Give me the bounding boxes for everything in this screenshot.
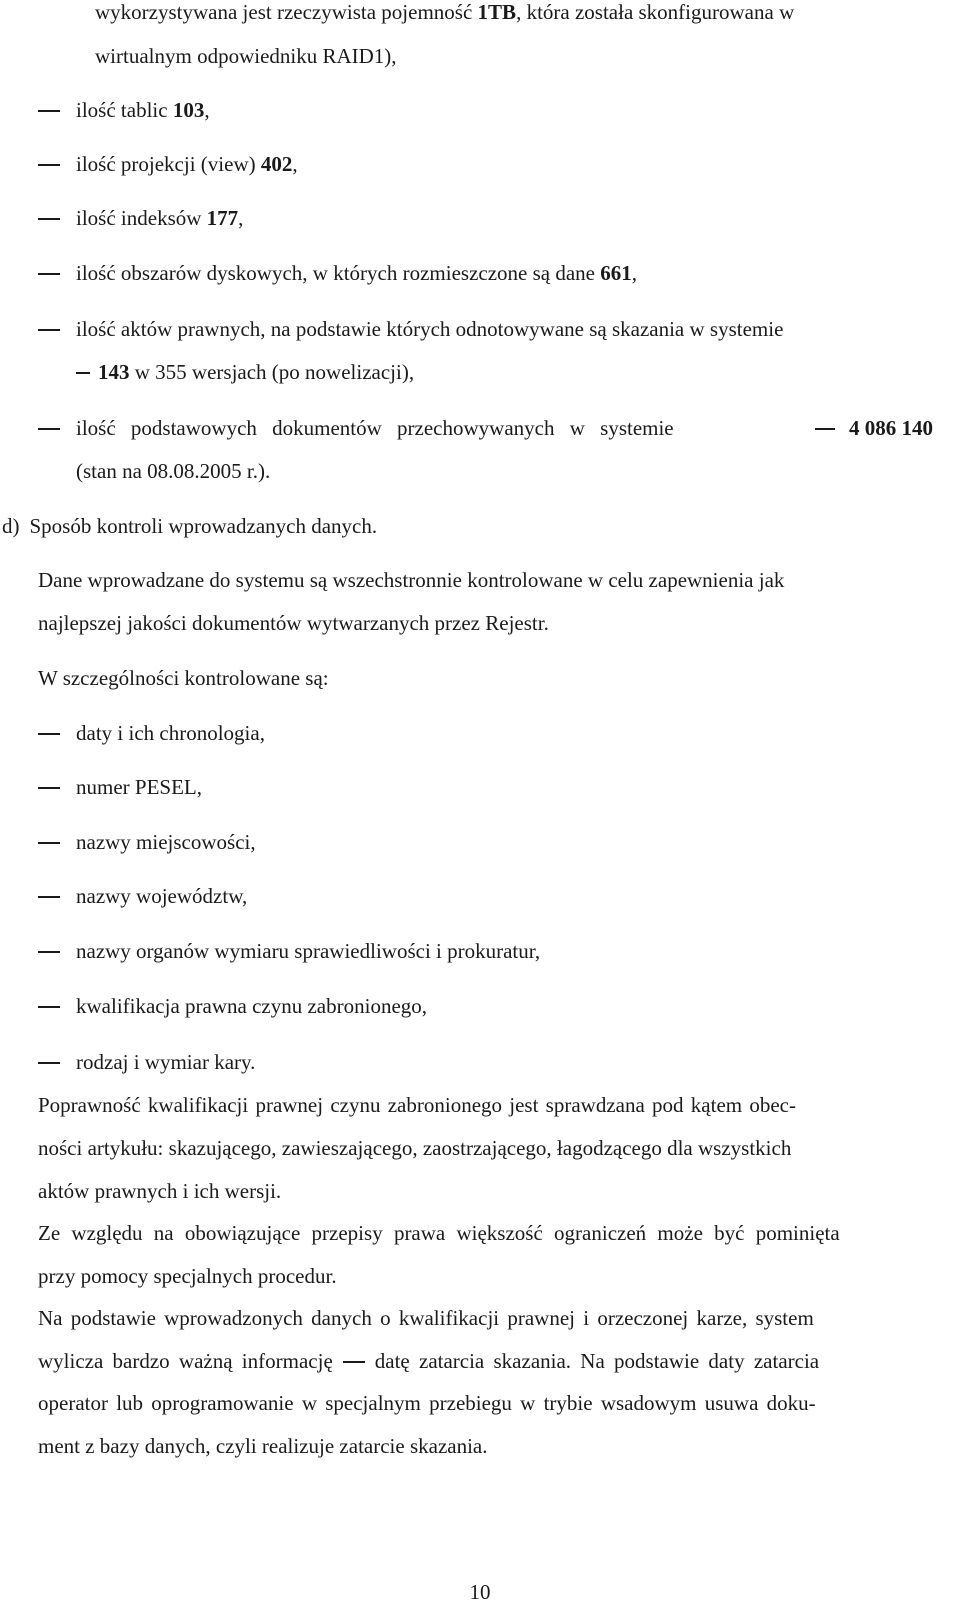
dash-bullet: [38, 896, 60, 898]
para3-line-2: przy pomocy specjalnych procedur.: [38, 1264, 337, 1288]
stat-item-acts-line-2: 143 w 355 wersjach (po nowelizacji),: [76, 358, 414, 386]
para4-line-3: operator lub oprogramowanie w specjalnym przebiegu w trybie wsadowym usuwa doku-: [38, 1391, 816, 1415]
para3-line-1: Ze względu na obowiązujące przepisy prawa większość ograniczeń może być pominięta: [38, 1221, 840, 1245]
para2-line-3: aktów prawnych i ich wersji.: [38, 1179, 282, 1203]
para4-line-2: wylicza bardzo ważną informację datę zatarcia skazania. Na podstawie daty zatarcia: [38, 1349, 820, 1373]
para1-line-2: najlepszej jakości dokumentów wytwarzanych przez Rejestr.: [38, 611, 549, 635]
controlled-item: nazwy organów wymiaru sprawiedliwości i prokuratur,: [76, 939, 541, 963]
para1-line-1: Dane wprowadzane do systemu są wszechstronnie kontrolowane w celu zapewnienia jak: [38, 568, 785, 592]
para2-line-2: ności artykułu: skazującego, zawieszającego, zaostrzającego, łagodzącego dla wszystkich: [38, 1136, 792, 1160]
dash-bullet: [38, 110, 60, 112]
para4-line-4: ment z bazy danych, czyli realizuje zatarcie skazania.: [38, 1434, 488, 1458]
controlled-item: kwalifikacja prawna czynu zabronionego,: [76, 994, 428, 1018]
dash-bullet: [38, 733, 60, 735]
controlled-item: nazwy województw,: [76, 884, 248, 908]
controlled-item: daty i ich chronologia,: [76, 721, 265, 745]
dash-bullet: [38, 1062, 60, 1064]
intro-line-1-text: wykorzystywana jest rzeczywista pojemność 1TB, która została skonfigurowana w: [95, 0, 795, 24]
dash-bullet: [38, 273, 60, 275]
para4-line-1: Na podstawie wprowadzonych danych o kwalifikacji prawnej i orzeczonej karze, system: [38, 1306, 814, 1330]
intro-line-2: wirtualnym odpowiedniku RAID1),: [95, 44, 397, 68]
section-d-label: d): [2, 514, 20, 538]
controlled-item: nazwy miejscowości,: [76, 830, 256, 854]
stat-item-disk-areas: ilość obszarów dyskowych, w których rozmieszczone są dane 661,: [76, 261, 638, 285]
dash-bullet: [38, 787, 60, 789]
page-number: 10: [469, 1580, 491, 1604]
dash-bullet: [38, 329, 60, 331]
stat-item-views: ilość projekcji (view) 402,: [76, 152, 298, 176]
docs-value: 4 086 140: [815, 414, 933, 442]
inline-dash: [343, 1361, 365, 1363]
stat-item-tables: ilość tablic 103,: [76, 98, 210, 122]
intro-line-1: [95, 0, 933, 26]
stat-item-acts-line-1: ilość aktów prawnych, na podstawie których odnotowywane są skazania w systemie: [76, 317, 784, 341]
controlled-intro: W szczególności kontrolowane są:: [38, 666, 329, 690]
section-d-title: Sposób kontroli wprowadzanych danych.: [29, 514, 378, 538]
dash-bullet: [38, 1006, 60, 1008]
section-d-heading: [2, 512, 377, 540]
controlled-item: numer PESEL,: [76, 775, 202, 799]
dash-bullet: [38, 842, 60, 844]
dash-bullet: [38, 218, 60, 220]
capacity-value: 1TB: [477, 0, 517, 24]
inline-dash: [76, 372, 90, 374]
stat-item-docs-line-1: ilość podstawowych dokumentów przechowywanych w systemie 4 086 140: [76, 416, 933, 440]
dash-bullet: [38, 428, 60, 430]
para2-line-1: Poprawność kwalifikacji prawnej czynu zabronionego jest sprawdzana pod kątem obec-: [38, 1093, 796, 1117]
inline-dash: [815, 428, 835, 430]
controlled-item: rodzaj i wymiar kary.: [76, 1050, 256, 1074]
stat-item-docs-line-2: (stan na 08.08.2005 r.).: [76, 459, 271, 483]
dash-bullet: [38, 951, 60, 953]
stat-item-indexes: ilość indeksów 177,: [76, 206, 244, 230]
dash-bullet: [38, 164, 60, 166]
